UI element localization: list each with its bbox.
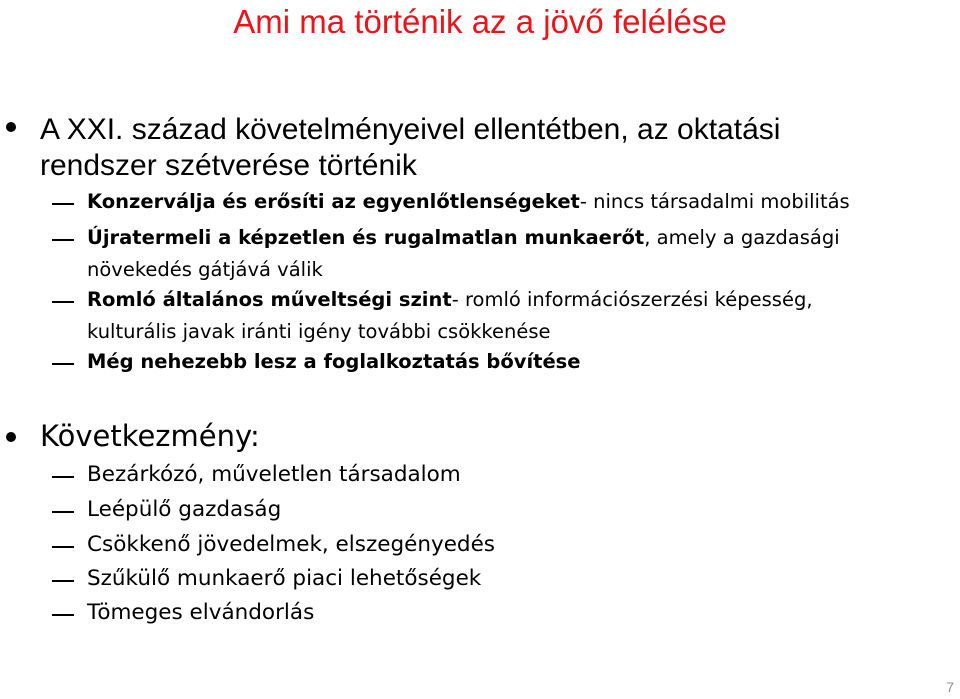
- bullet-heading: Következmény:: [40, 419, 260, 453]
- sub-item-text: Bezárkózó, műveletlen társadalom: [87, 462, 461, 487]
- sub-item-text: [87, 284, 917, 348]
- dash-marker: [52, 301, 74, 303]
- sub-item-line-2: kulturális javak iránti igény további csökkenése: [87, 320, 551, 343]
- sub-item-bold: Még nehezebb lesz a foglalkoztatás bővítése: [87, 350, 581, 373]
- dash-marker: [52, 511, 74, 513]
- sub-item-text: Szűkülő munkaerő piaci lehetőségek: [87, 566, 482, 591]
- dash-marker: [52, 580, 74, 582]
- sub-item-text: Tömeges elvándorlás: [87, 600, 315, 625]
- sub-item-text: Csökkenő jövedelmek, elszegényedés: [87, 532, 496, 557]
- sub-item-normal: , amely a gazdasági: [644, 226, 840, 249]
- sub-item-bold: Konzerválja és erősíti az egyenlőtlenségeket: [87, 190, 580, 213]
- bullet-dot: [6, 122, 16, 132]
- sub-item-line-1: [87, 284, 917, 316]
- dash-marker: [52, 239, 74, 241]
- sub-item-normal: - romló információszerzési képesség,: [451, 288, 813, 311]
- sub-item-text: Leépülő gazdaság: [87, 497, 282, 522]
- sub-item-text: [87, 222, 917, 286]
- sub-item-line-2: növekedés gátjává válik: [87, 258, 323, 281]
- page-number: 7: [946, 679, 954, 695]
- sub-item-text: [87, 186, 917, 218]
- sub-item-text: [87, 346, 917, 378]
- bullet-heading-line-1: A XXI. század követelményeivel ellentétben, az oktatási: [40, 113, 781, 146]
- dash-marker: [52, 614, 74, 616]
- dash-marker: [52, 363, 74, 365]
- sub-item-normal: - nincs társadalmi mobilitás: [579, 190, 850, 213]
- sub-item-line-1: [87, 222, 917, 254]
- sub-item-bold: Romló általános műveltségi szint: [87, 288, 452, 311]
- bullet-heading: [40, 112, 940, 184]
- dash-marker: [52, 476, 74, 478]
- bullet-heading-line-2: rendszer szétverése történik: [40, 149, 417, 182]
- slide-title: Ami ma történik az a jövő felélése: [233, 3, 727, 40]
- dash-marker: [52, 546, 74, 548]
- bullet-dot: [6, 432, 16, 442]
- sub-item-bold: Újratermeli a képzetlen és rugalmatlan munkaerőt: [87, 226, 645, 249]
- dash-marker: [52, 203, 74, 205]
